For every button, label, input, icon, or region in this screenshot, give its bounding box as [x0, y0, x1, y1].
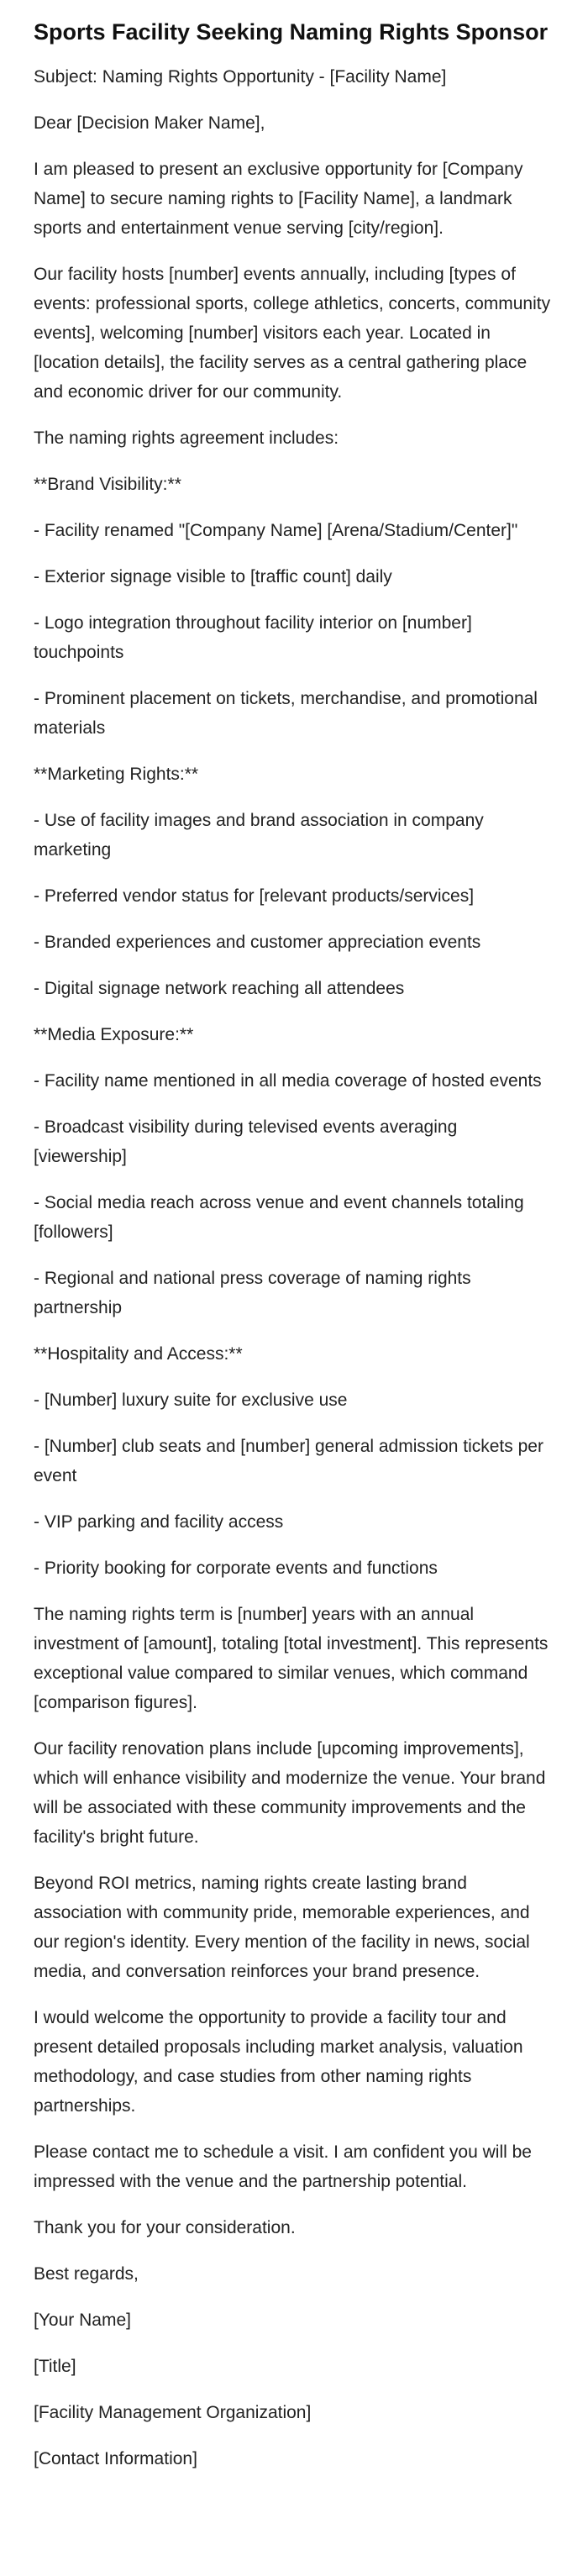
letter-paragraph: - Priority booking for corporate events and functions: [34, 1558, 438, 1578]
letter-paragraph: Best regards,: [34, 2263, 139, 2284]
letter-paragraph: **Marketing Rights:**: [34, 764, 199, 784]
letter-paragraph: - Logo integration throughout facility interior on [number] touchpoints: [34, 612, 472, 662]
letter-paragraph: Our facility renovation plans include [upcoming improvements], which will enhance visibility and modernize the venue. Your brand will be associated with these community improvements and the facility's bright future.: [34, 1738, 546, 1847]
letter-paragraph: **Brand Visibility:**: [34, 474, 181, 494]
letter-paragraph: Our facility hosts [number] events annually, including [types of events: professional sports, college athletics, concerts, community events], welcoming [number] visitors each year. Located in [location details], the facility serves as a central gathering place and economic driver for our community.: [34, 264, 551, 402]
letter-paragraph: - Facility name mentioned in all media coverage of hosted events: [34, 1070, 542, 1091]
letter-paragraph: [Contact Information]: [34, 2448, 197, 2468]
letter-paragraph: - Prominent placement on tickets, merchandise, and promotional materials: [34, 688, 538, 738]
letter-paragraph: - Facility renamed "[Company Name] [Arena/Stadium/Center]": [34, 520, 518, 540]
letter-paragraph: [Facility Management Organization]: [34, 2402, 312, 2422]
letter-paragraph: Beyond ROI metrics, naming rights create lasting brand association with community pride, memorable experiences, and our region's identity. Every mention of the facility in news, social media, and conversation reinforces your brand presence.: [34, 1873, 530, 1981]
letter-paragraph: The naming rights term is [number] years with an annual investment of [amount], totaling [total investment]. This represents exceptional value compared to similar venues, which command [comparison figures].: [34, 1604, 549, 1712]
letter-paragraph: Dear [Decision Maker Name],: [34, 113, 265, 133]
letter-paragraph: [Your Name]: [34, 2310, 131, 2330]
letter-paragraph: - Regional and national press coverage of naming rights partnership: [34, 1268, 471, 1317]
letter-paragraph: [Title]: [34, 2356, 76, 2376]
letter-paragraph: Please contact me to schedule a visit. I am confident you will be impressed with the venue and the partnership potential.: [34, 2142, 532, 2191]
letter-paragraph: - [Number] luxury suite for exclusive use: [34, 1390, 348, 1410]
letter-paragraph: - VIP parking and facility access: [34, 1511, 284, 1532]
letter-paragraph: - Broadcast visibility during televised events averaging [viewership]: [34, 1117, 458, 1166]
letter-paragraph: Thank you for your consideration.: [34, 2217, 296, 2237]
letter-paragraph: - [Number] club seats and [number] general admission tickets per event: [34, 1436, 543, 1485]
letter-paragraph: **Media Exposure:**: [34, 1024, 194, 1044]
letter-paragraph: Subject: Naming Rights Opportunity - [Facility Name]: [34, 66, 447, 87]
letter-paragraph: - Exterior signage visible to [traffic count] daily: [34, 566, 392, 586]
letter-paragraph: **Hospitality and Access:**: [34, 1343, 243, 1364]
letter-paragraph: - Digital signage network reaching all attendees: [34, 978, 405, 998]
letter-body: [34, 62, 554, 2473]
letter-paragraph: I would welcome the opportunity to provide a facility tour and present detailed proposals including market analysis, valuation methodology, and case studies from other naming rights partnerships.: [34, 2007, 523, 2116]
letter-paragraph: I am pleased to present an exclusive opportunity for [Company Name] to secure naming rights to [Facility Name], a landmark sports and entertainment venue serving [city/region].: [34, 159, 523, 238]
letter-paragraph: - Branded experiences and customer appreciation events: [34, 932, 481, 952]
document-title: Sports Facility Seeking Naming Rights Sponsor: [34, 19, 549, 45]
letter-paragraph: - Social media reach across venue and event channels totaling [followers]: [34, 1192, 524, 1242]
letter-paragraph: - Use of facility images and brand association in company marketing: [34, 810, 484, 860]
letter-paragraph: The naming rights agreement includes:: [34, 428, 339, 448]
letter-paragraph: - Preferred vendor status for [relevant products/services]: [34, 886, 475, 906]
